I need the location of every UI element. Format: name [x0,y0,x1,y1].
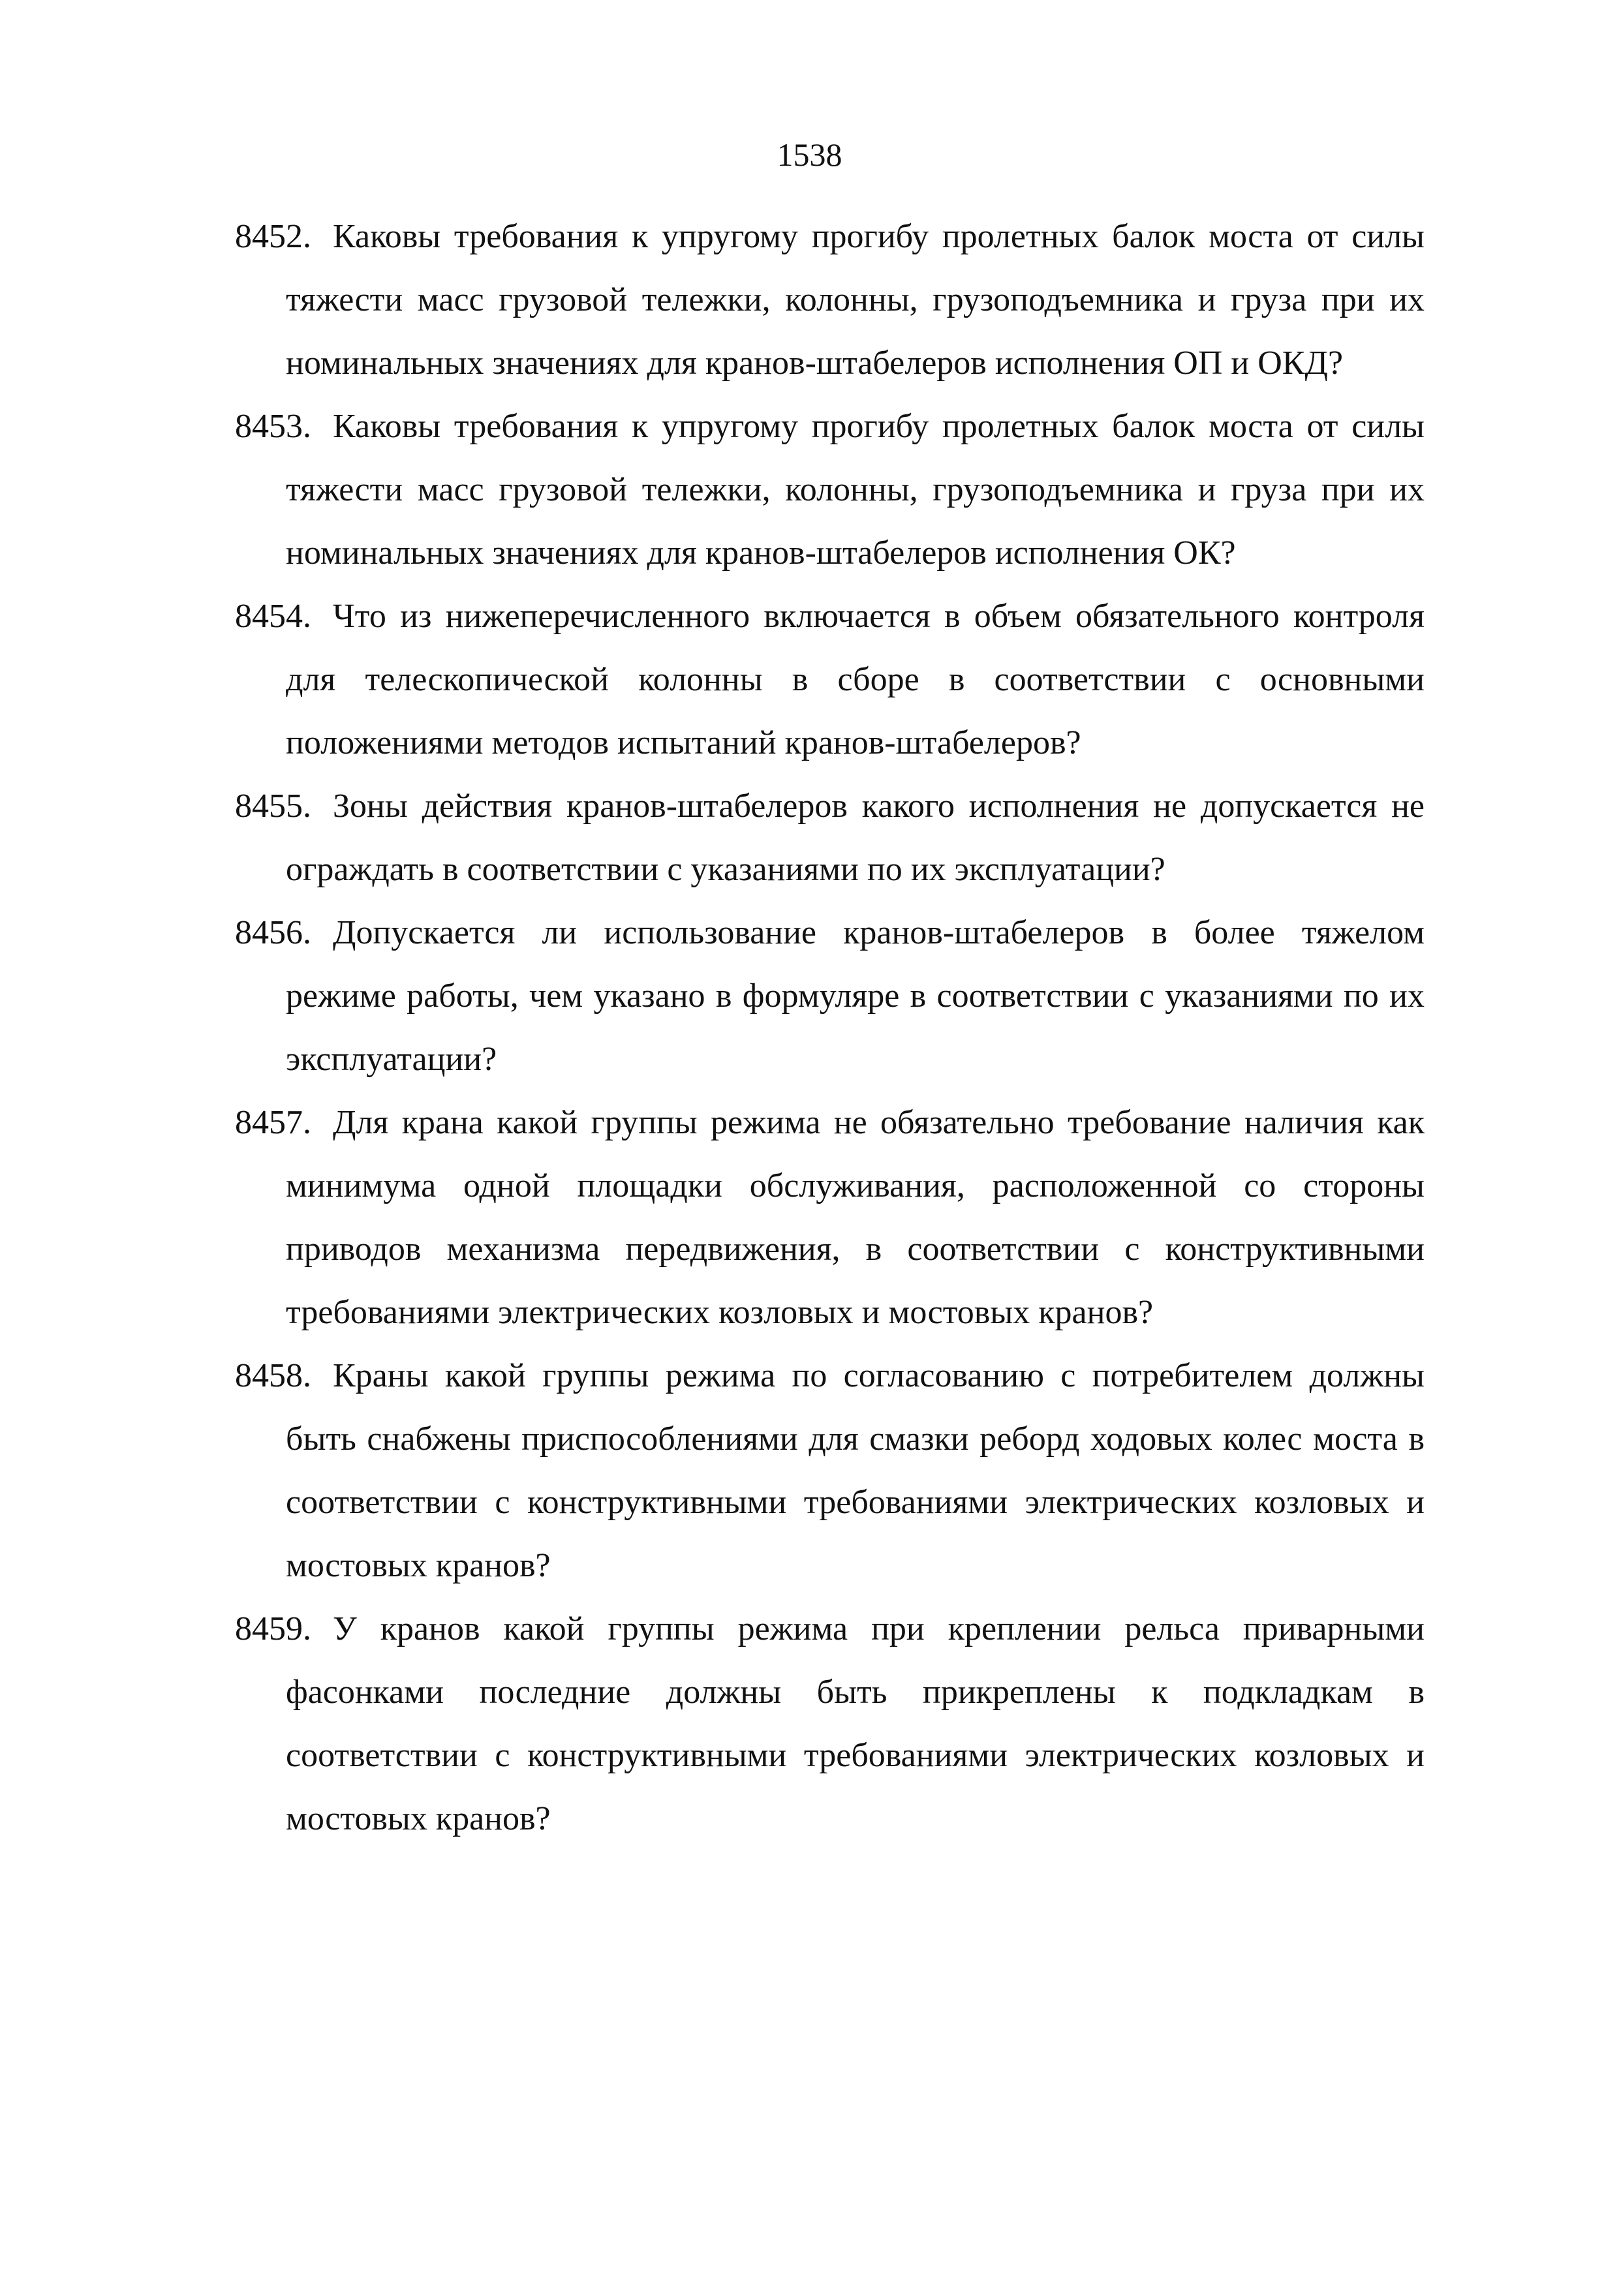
question-number: 8458. [235,1357,311,1394]
question-text: Для крана какой группы режима не обязательно требование наличия как минимума одной площадки обслуживания, расположенной со стороны приводов механизма передвижения, в соответствии с конструктивными требованиями электрических козловых и мостовых кранов? [286,1104,1425,1331]
question-number: 8452. [235,218,311,255]
question-item [0,901,1619,1091]
question-number: 8459. [235,1610,311,1647]
question-item [0,774,1619,901]
question-text: Каковы требования к упругому прогибу пролетных балок моста от силы тяжести масс грузовой тележки, колонны, грузоподъемника и груза при их номинальных значениях для кранов-штабелеров исполнения ОП и ОКД? [286,218,1425,382]
question-text: У кранов какой группы режима при креплении рельса приварными фасонками последние должны быть прикреплены к подкладкам в соответствии с конструктивными требованиями электрических козловых и мостовых кранов? [286,1610,1425,1837]
question-item [0,205,1619,395]
question-number: 8453. [235,408,311,445]
question-number: 8456. [235,914,311,951]
question-text: Каковы требования к упругому прогибу пролетных балок моста от силы тяжести масс грузовой тележки, колонны, грузоподъемника и груза при их номинальных значениях для кранов-штабелеров исполнения ОК? [286,408,1425,572]
question-number: 8455. [235,788,311,825]
question-text: Зоны действия кранов-штабелеров какого исполнения не допускается не ограждать в соответствии с указаниями по их эксплуатации? [286,788,1425,888]
question-number: 8457. [235,1104,311,1141]
question-item [0,1597,1619,1850]
question-number: 8454. [235,598,311,635]
question-item [0,585,1619,774]
question-list [0,205,1619,1850]
page-number: 1538 [777,136,842,173]
question-item [0,395,1619,585]
question-text: Краны какой группы режима по согласованию с потребителем должны быть снабжены приспособлениями для смазки реборд ходовых колес моста в соответствии с конструктивными требованиями электрических козловых и мостовых кранов? [286,1357,1425,1584]
question-item [0,1091,1619,1344]
question-item [0,1344,1619,1597]
question-text: Что из нижеперечисленного включается в объем обязательного контроля для телескопической колонны в сборе в соответствии с основными положениями методов испытаний кранов-штабелеров? [286,598,1425,761]
question-text: Допускается ли использование кранов-штабелеров в более тяжелом режиме работы, чем указано в формуляре в соответствии с указаниями по их эксплуатации? [286,914,1425,1078]
